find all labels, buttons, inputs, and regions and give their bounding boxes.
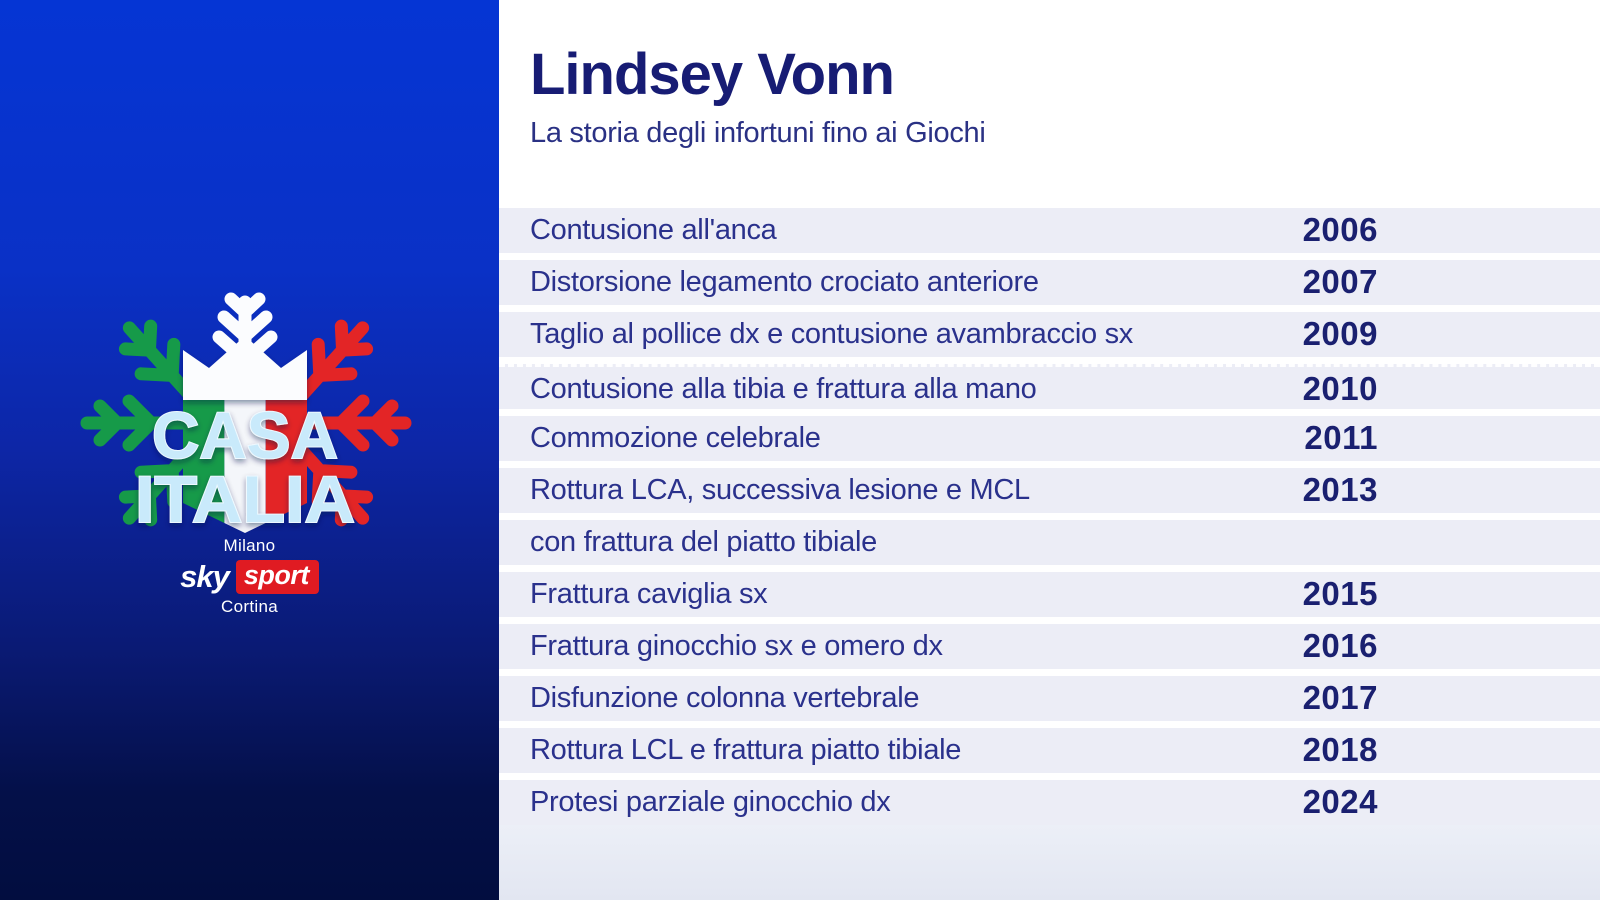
injury-label: Contusione all'anca [530, 214, 777, 246]
injury-row-continuation [499, 520, 1600, 565]
logo-text-italia: ITALIA [135, 462, 355, 536]
injury-label: Commozione celebrale [530, 422, 821, 454]
injury-row [499, 780, 1600, 825]
injury-year: 2017 [1302, 679, 1378, 716]
casa-italia-logo [55, 288, 435, 538]
injury-year: 2010 [1302, 370, 1378, 407]
injury-row [499, 728, 1600, 773]
injury-year: 2015 [1302, 575, 1378, 612]
page-subtitle: La storia degli infortuni fino ai Giochi [530, 117, 986, 149]
city-cortina-label: Cortina [221, 597, 278, 616]
injury-row [499, 572, 1600, 617]
injury-label: Distorsione legamento crociato anteriore [530, 266, 1039, 298]
brand-meta [0, 536, 499, 617]
injury-row [499, 312, 1600, 357]
injury-year: 2011 [1304, 419, 1378, 456]
injury-table [499, 208, 1600, 832]
injury-row [499, 676, 1600, 721]
injury-year: 2016 [1302, 627, 1378, 664]
injury-year: 2013 [1302, 471, 1378, 508]
injury-year: 2024 [1302, 783, 1378, 820]
injury-row [499, 416, 1600, 461]
sky-sport-logo [0, 560, 499, 594]
logo-text-casa: CASA [152, 398, 338, 472]
injury-label: Frattura ginocchio sx e omero dx [530, 630, 943, 662]
city-milano-label: Milano [223, 536, 276, 555]
injury-label: con frattura del piatto tibiale [530, 526, 877, 558]
footer-fade [499, 825, 1600, 900]
content-panel [499, 0, 1600, 900]
injury-row [499, 260, 1600, 305]
injury-label: Rottura LCL e frattura piatto tibiale [530, 734, 962, 766]
injury-row [499, 208, 1600, 253]
injury-row [499, 624, 1600, 669]
injury-year: 2007 [1302, 263, 1378, 300]
injury-year: 2009 [1302, 315, 1378, 352]
white-snowflake-icon [219, 299, 271, 362]
sky-logo-text: sky [180, 559, 229, 594]
sport-logo-badge: sport [236, 560, 319, 594]
injury-row [499, 468, 1600, 513]
injury-row [499, 364, 1600, 409]
injury-label: Disfunzione colonna vertebrale [530, 682, 920, 714]
injury-label: Rottura LCA, successiva lesione e MCL [530, 474, 1030, 506]
page-title: Lindsey Vonn [530, 42, 894, 107]
injury-label: Taglio al pollice dx e contusione avambraccio sx [530, 318, 1133, 350]
injury-label: Contusione alla tibia e frattura alla mano [530, 373, 1037, 405]
injury-label: Frattura caviglia sx [530, 578, 768, 610]
brand-panel [0, 0, 499, 900]
injury-year: 2018 [1302, 731, 1378, 768]
injury-year: 2006 [1302, 211, 1378, 248]
injury-label: Protesi parziale ginocchio dx [530, 786, 891, 818]
